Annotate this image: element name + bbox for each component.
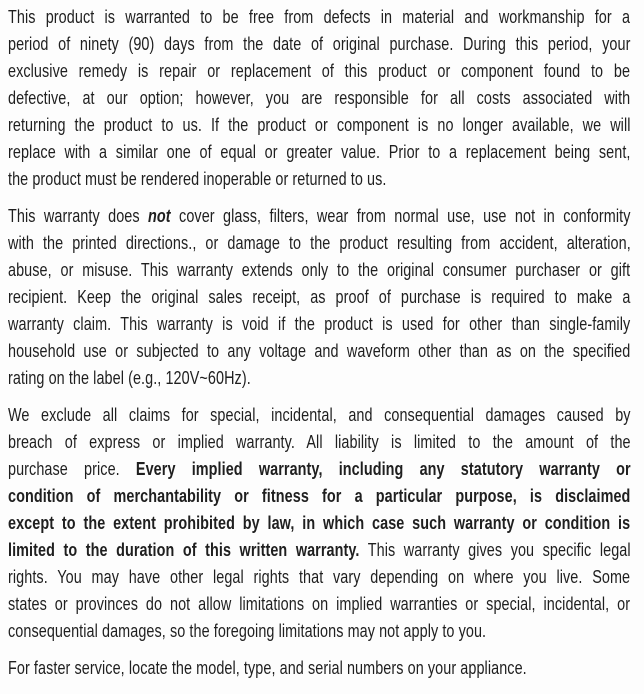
text-run: recipient. Keep the original sales receipt, as proof of purchase is required to make a	[8, 287, 631, 307]
text-line-content	[8, 287, 630, 307]
text-line-content	[8, 88, 630, 108]
text-line	[8, 365, 630, 392]
text-line	[8, 85, 630, 112]
text-line	[8, 139, 630, 166]
text-run: defective, at our option; however, you are responsible for all costs associated with	[8, 88, 631, 108]
text-line	[8, 166, 630, 193]
text-line	[8, 483, 630, 510]
text-run: rights. You may have other legal rights that vary depending on where you live. Some	[8, 567, 631, 587]
text-line	[8, 4, 630, 31]
text-line	[8, 338, 630, 365]
text-line	[8, 429, 630, 456]
text-run: For faster service, locate the model, type, and serial numbers on your appliance.	[8, 658, 527, 678]
emphasis-text-run: Every implied warranty, including any statutory warranty or	[135, 459, 631, 479]
text-line	[8, 591, 630, 618]
text-line-content	[8, 567, 630, 587]
emphasis-text-run: except to the extent prohibited by law, in which case such warranty or condition is	[8, 513, 631, 533]
text-line-content	[8, 61, 630, 81]
text-run: We exclude all claims for special, incidental, and consequential damages caused by	[8, 405, 631, 425]
text-line-content	[8, 594, 630, 614]
text-line	[8, 618, 630, 645]
text-run: This warranty gives you specific legal	[359, 540, 631, 560]
text-line-content	[8, 405, 631, 425]
text-line	[8, 402, 630, 429]
text-line-content	[8, 368, 251, 388]
text-run: states or provinces do not allow limitations on implied warranties or special, incidental, or	[8, 594, 631, 614]
text-line-content	[8, 432, 631, 452]
warranty-text-body	[8, 4, 644, 682]
text-run: breach of express or implied warranty. All liability is limited to the amount of the	[8, 432, 631, 452]
text-line-content	[8, 34, 630, 54]
text-line	[8, 456, 630, 483]
text-line-content	[8, 486, 630, 506]
text-line	[8, 311, 630, 338]
text-run: abuse, or misuse. This warranty extends only to the original consumer purchaser or gift	[8, 260, 631, 280]
text-run: consequential damages, so the foregoing limitations may not apply to you.	[8, 621, 487, 641]
text-run: cover glass, filters, wear from normal use, use not in conformity	[170, 206, 631, 226]
text-line-content	[8, 115, 631, 135]
text-line	[8, 31, 630, 58]
text-line-content	[8, 540, 631, 560]
text-line	[8, 230, 630, 257]
text-line	[8, 203, 630, 230]
text-run: warranty claim. This warranty is void if the product is used for other than single-family	[8, 314, 631, 334]
text-line-content	[8, 169, 386, 189]
warranty-paragraph-1	[8, 4, 644, 193]
emphasis-text-run: not	[148, 206, 171, 226]
text-run: with the printed directions., or damage to the product resulting from accident, alteration,	[8, 233, 631, 253]
text-line	[8, 284, 630, 311]
text-line-content	[8, 341, 630, 361]
text-line-content	[8, 621, 486, 641]
text-run: period of ninety (90) days from the date of original purchase. During this period, your	[8, 34, 631, 54]
text-line-content	[8, 260, 630, 280]
text-line-content	[8, 459, 631, 479]
text-run: the product must be rendered inoperable or returned to us.	[8, 169, 387, 189]
emphasis-text-run: condition of merchantability or fitness for a particular purpose, is disclaimed	[8, 486, 631, 506]
text-run: replace with a similar one of equal or greater value. Prior to a replacement being sent,	[8, 142, 631, 162]
text-run: household use or subjected to any voltage and waveform other than as on the specified	[8, 341, 631, 361]
text-line	[8, 655, 630, 682]
text-run: rating on the label (e.g., 120V~60Hz).	[8, 368, 251, 388]
text-run: exclusive remedy is repair or replacement of this product or component found to be	[8, 61, 631, 81]
text-run: This warranty does	[8, 206, 149, 226]
text-line-content	[8, 658, 527, 678]
text-line-content	[8, 7, 630, 27]
text-line	[8, 564, 630, 591]
warranty-paragraph-3	[8, 402, 644, 645]
warranty-paragraph-2	[8, 203, 644, 392]
text-run: returning the product to us. If the product or component is no longer available, we will	[8, 115, 631, 135]
text-run: This product is warranted to be free from defects in material and workmanship for a	[8, 7, 631, 27]
warranty-paragraph-4	[8, 655, 644, 682]
text-line-content	[8, 233, 631, 253]
text-line-content	[8, 142, 631, 162]
text-line	[8, 112, 630, 139]
text-line-content	[8, 206, 630, 226]
text-line	[8, 510, 630, 537]
text-line	[8, 537, 630, 564]
text-line	[8, 257, 630, 284]
text-line	[8, 58, 630, 85]
text-line-content	[8, 513, 630, 533]
text-line-content	[8, 314, 630, 334]
emphasis-text-run: limited to the duration of this written warranty.	[8, 540, 360, 560]
text-run: purchase price.	[8, 459, 136, 479]
